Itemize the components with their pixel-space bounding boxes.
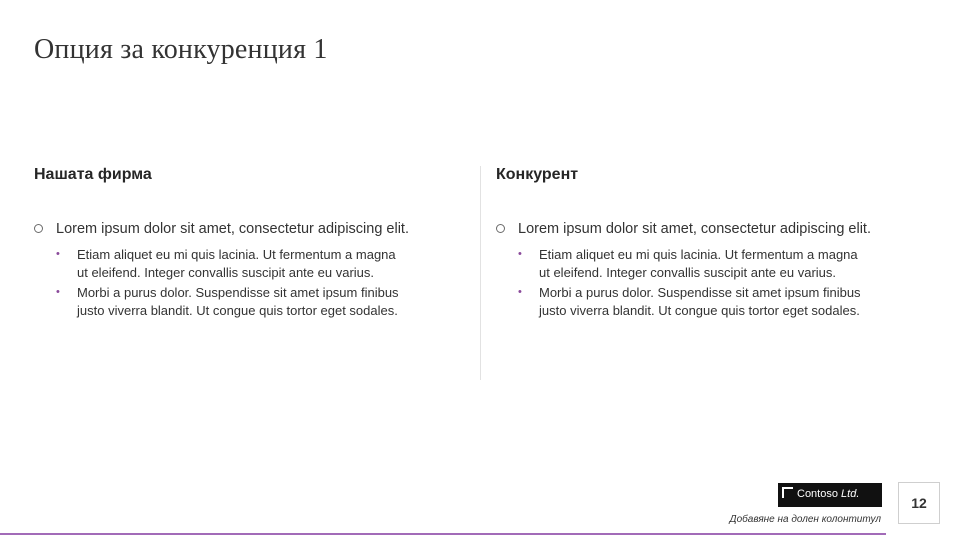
right-column	[496, 166, 876, 322]
circle-bullet-icon	[34, 224, 43, 233]
company-logo	[778, 483, 882, 507]
footer-text: Добавяне на долен колонтитул	[729, 514, 881, 525]
dot-bullet-icon: •	[518, 286, 522, 298]
right-sub-bullet-1	[518, 246, 876, 281]
right-bullet	[496, 220, 876, 238]
left-sub-bullet-2	[56, 284, 414, 319]
left-sub-bullet-1-text: Etiam aliquet eu mi quis lacinia. Ut fermentum a magna ut eleifend. Integer convallis suscipit ante eu varius.	[77, 247, 396, 280]
dot-bullet-icon: •	[518, 248, 522, 260]
left-sub-bullets	[34, 246, 414, 319]
logo-text	[797, 488, 859, 500]
page-number: 12	[898, 482, 940, 524]
left-column-heading: Нашата фирма	[34, 166, 152, 183]
logo-name: Contoso	[797, 488, 838, 500]
right-column-heading: Конкурент	[496, 166, 579, 183]
left-bullet	[34, 220, 414, 238]
logo-suffix: Ltd.	[841, 488, 860, 500]
dot-bullet-icon: •	[56, 286, 60, 298]
footer-accent-line	[0, 533, 886, 535]
left-column	[34, 166, 414, 322]
right-sub-bullets	[496, 246, 876, 319]
right-bullet-text: Lorem ipsum dolor sit amet, consectetur adipiscing elit.	[518, 221, 871, 237]
circle-bullet-icon	[496, 224, 505, 233]
left-bullet-text: Lorem ipsum dolor sit amet, consectetur adipiscing elit.	[56, 221, 409, 237]
right-sub-bullet-2-text: Morbi a purus dolor. Suspendisse sit amet ipsum finibus justo viverra blandit. Ut congue quis tortor eget sodales.	[539, 285, 861, 318]
right-sub-bullet-2	[518, 284, 876, 319]
left-sub-bullet-1	[56, 246, 414, 281]
right-sub-bullet-1-text: Etiam aliquet eu mi quis lacinia. Ut fermentum a magna ut eleifend. Integer convallis suscipit ante eu varius.	[539, 247, 858, 280]
logo-corner-icon	[782, 487, 793, 498]
column-divider	[480, 166, 481, 380]
left-sub-bullet-2-text: Morbi a purus dolor. Suspendisse sit amet ipsum finibus justo viverra blandit. Ut congue quis tortor eget sodales.	[77, 285, 399, 318]
slide-title: Опция за конкуренция 1	[34, 34, 328, 65]
dot-bullet-icon: •	[56, 248, 60, 260]
